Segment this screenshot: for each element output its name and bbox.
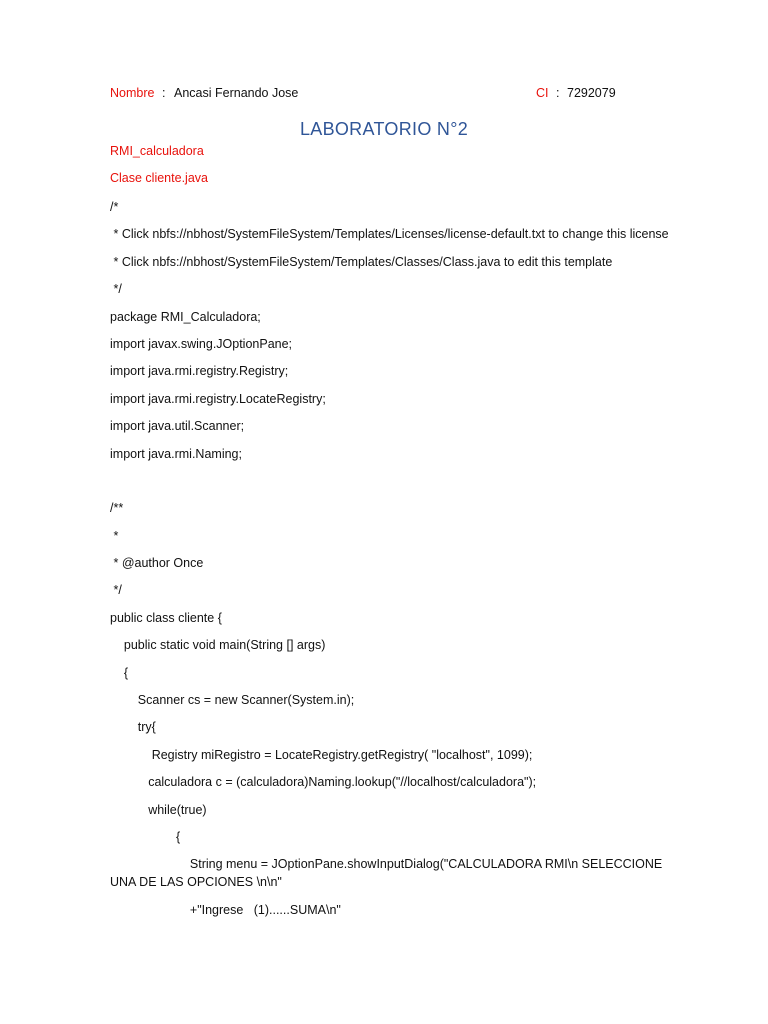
code-line: String menu = JOptionPane.showInputDialog("CALCULADORA RMI\n SELECCIONE UNA DE LAS OPCIONES \n\n" bbox=[110, 857, 666, 890]
code-line: calculadora c = (calculadora)Naming.lookup("//localhost/calculadora"); bbox=[110, 775, 537, 790]
code-line: import java.rmi.Naming; bbox=[110, 446, 242, 461]
ci-separator: : bbox=[556, 86, 560, 100]
code-line: /* bbox=[110, 200, 119, 214]
document-title: LABORATORIO N°2 bbox=[299, 119, 469, 139]
code-line: * Click nbfs://nbhost/SystemFileSystem/Templates/Classes/Class.java to edit this template bbox=[110, 254, 613, 269]
student-name: Ancasi Fernando Jose bbox=[174, 86, 299, 100]
code-line: * Click nbfs://nbhost/SystemFileSystem/Templates/Licenses/license-default.txt to change this license bbox=[110, 227, 669, 242]
code-line: package RMI_Calculadora; bbox=[110, 309, 261, 324]
blank-line bbox=[110, 472, 670, 490]
code-line: try{ bbox=[110, 720, 156, 735]
code-line: { bbox=[110, 665, 129, 680]
code-line: while(true) bbox=[110, 802, 207, 817]
code-line: public class cliente { bbox=[110, 610, 222, 625]
code-line: import javax.swing.JOptionPane; bbox=[110, 336, 293, 351]
file-label: Clase cliente.java bbox=[110, 171, 208, 185]
ci-value: 7292079 bbox=[567, 86, 616, 100]
code-line: * @author Once bbox=[110, 556, 204, 571]
name-label: Nombre bbox=[110, 86, 155, 100]
code-line: */ bbox=[110, 282, 122, 297]
code-line: Scanner cs = new Scanner(System.in); bbox=[110, 693, 355, 708]
code-line: */ bbox=[110, 583, 122, 598]
code-line: /** bbox=[110, 501, 124, 516]
student-info-row bbox=[0, 86, 768, 104]
code-line: import java.rmi.registry.Registry; bbox=[110, 364, 289, 379]
code-line: { bbox=[110, 829, 181, 844]
project-name: RMI_calculadora bbox=[110, 144, 204, 158]
code-line: +"Ingrese (1)......SUMA\n" bbox=[110, 902, 341, 917]
code-line: Registry miRegistro = LocateRegistry.getRegistry( "localhost", 1099); bbox=[110, 747, 533, 762]
name-separator: : bbox=[162, 86, 166, 100]
ci-label: CI bbox=[536, 86, 549, 100]
code-block bbox=[110, 198, 670, 928]
code-line: * bbox=[110, 528, 119, 543]
code-line: import java.rmi.registry.LocateRegistry; bbox=[110, 391, 326, 406]
code-line: public static void main(String [] args) bbox=[110, 638, 326, 653]
code-line: import java.util.Scanner; bbox=[110, 419, 245, 434]
